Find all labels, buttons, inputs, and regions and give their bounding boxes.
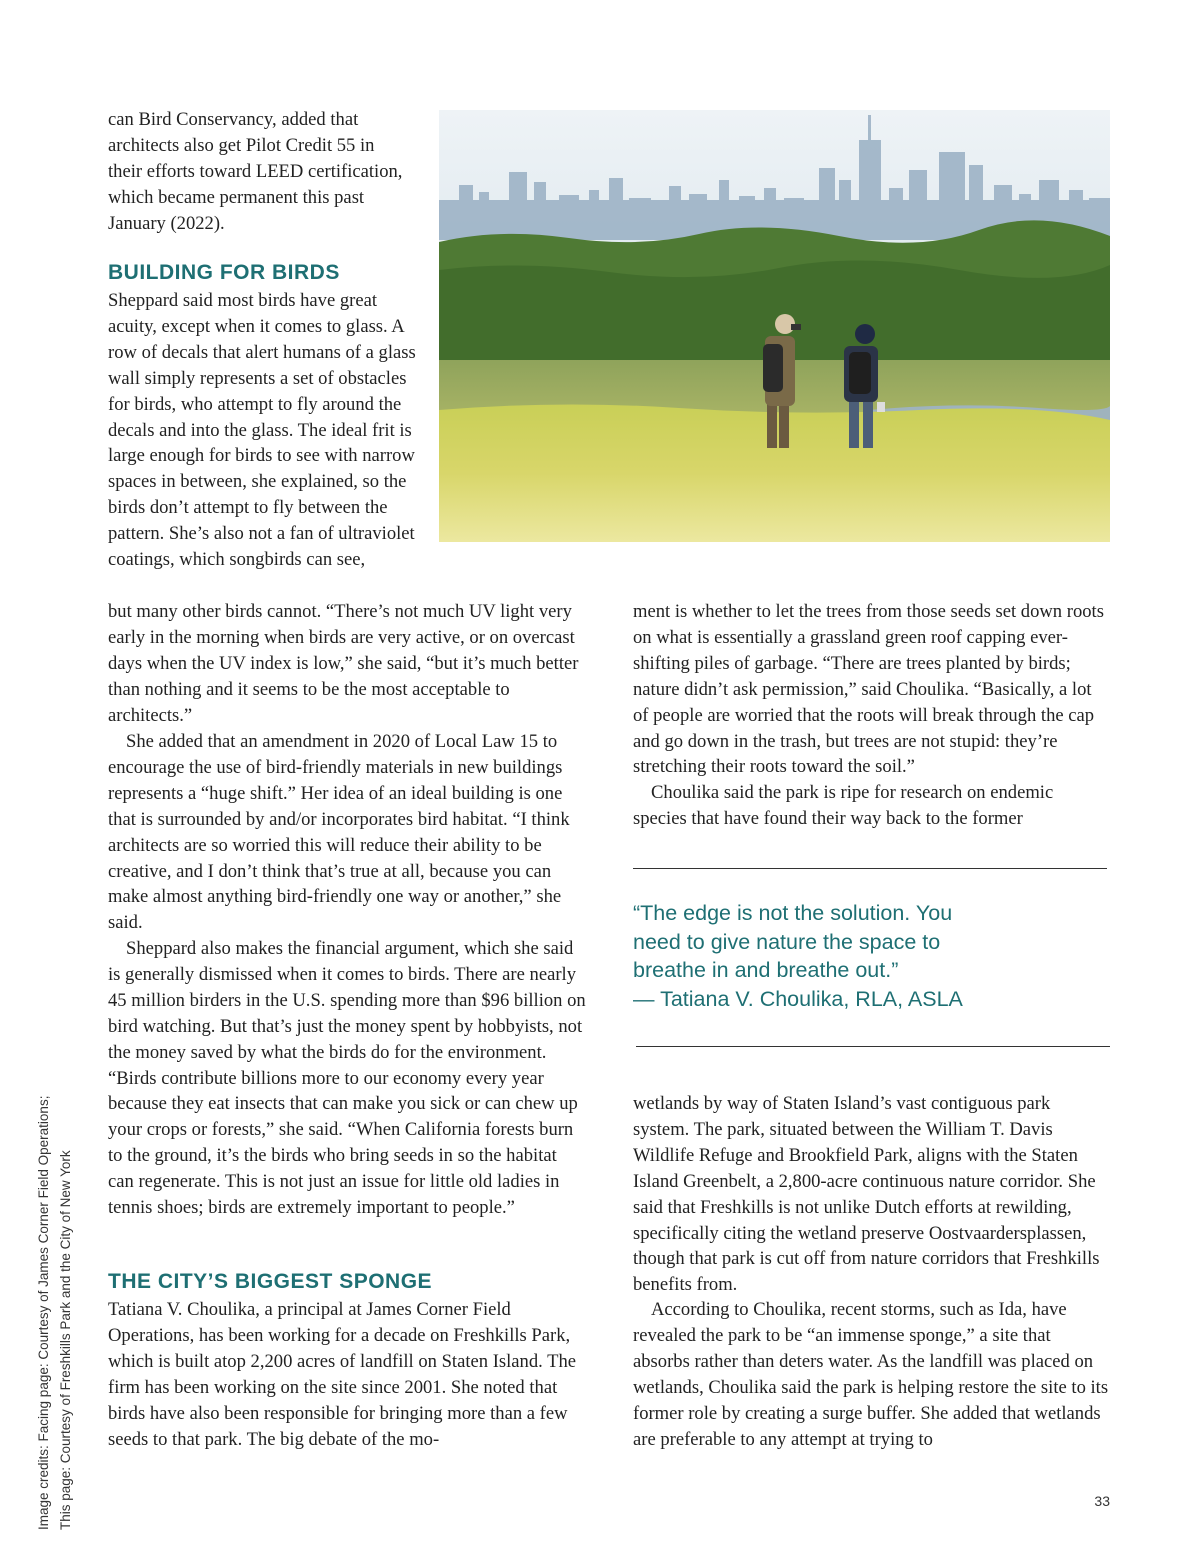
pull-quote: [633, 899, 1110, 1013]
pull-quote-line-3: breathe in and breathe out.”: [633, 958, 899, 982]
birds-paragraph-2: She added that an amendment in 2020 of Local Law 15 to encourage the use of bird-friendly materials in new buildings represents a “huge shift.” Her idea of an ideal building is one that is surrounded by and/or incorporates bird habitat. “I think architects are so worried this will reduce their ability to be creative, and I don’t think that’s true at all, because you can make almost anything bird-friendly one way or another,” she said.: [108, 731, 570, 934]
heading-building-for-birds: BUILDING FOR BIRDS: [108, 261, 340, 284]
col2-paragraph-4: According to Choulika, recent storms, such as Ida, have revealed the park to be “an immense sponge,” a site that absorbs rather than deters water. As the landfill was placed on wetlands, Choulika said the park is helping restore the site to its former role by creating a surge buffer. She added that wetlands are preferable to any attempt at trying to: [633, 1299, 1109, 1450]
page-number: 33: [1094, 1493, 1110, 1509]
pull-quote-line-2: need to give nature the space to: [633, 929, 941, 954]
quote-top-rule: [633, 868, 1107, 869]
sponge-paragraph-1: Tatiana V. Choulika, a principal at James Corner Field Operations, has been working for a decade on Freshkills Park, which is built atop 2,200 acres of landfill on Staten Island. The firm has been working on the site since 2001. She noted that birds have also been responsible for bringing more than a few seeds to that park. The big debate of the mo-: [108, 1299, 577, 1450]
col2-paragraph-3: wetlands by way of Staten Island’s vast contiguous park system. The park, situated between the William T. Davis Wildlife Refuge and Brookfield Park, aligns with the Staten Island Greenbelt, a 2,800-acre continuous nature corridor. She said that Freshkills is not unlike Dutch efforts at rewilding, specifically citing the wetland preserve Oostvaardersplassen, though that park is cut off from nature corridors that Freshkills benefits from.: [633, 1093, 1100, 1296]
birds-paragraph-1: Sheppard said most birds have great acuity, except when it comes to glass. A row of decals that alert humans of a glass wall simply represents a set of obstacles for birds, who attempt to fly around the decals and into the glass. The ideal frit is large enough for birds to see with narrow spaces in between, she explained, so the birds don’t attempt to fly between the pattern. She’s also not a fan of ultraviolet coatings, which songbirds can see,: [108, 290, 416, 571]
image-credits-line-1: Image credits: Facing page: Courtesy of James Corner Field Operations;: [36, 1095, 51, 1530]
col2-paragraph-2: Choulika said the park is ripe for research on endemic species that have found their way back to the former: [633, 782, 1054, 829]
quote-bottom-rule: [636, 1046, 1110, 1047]
pull-quote-line-1: “The edge is not the solution. You: [633, 901, 953, 925]
birds-paragraph-1-continued: but many other birds cannot. “There’s not much UV light very early in the morning when birds are very active, or on overcast days when the UV index is low,” she said, “but it’s much better than nothing and it seems to be the most acceptable to architects.”: [108, 601, 579, 726]
col1-top-paragraph: can Bird Conservancy, added that architects also get Pilot Credit 55 in their efforts toward LEED certification, which became permanent this past January (2022).: [108, 109, 403, 234]
birdwatchers-photo: [439, 110, 1110, 542]
pull-quote-attribution: — Tatiana V. Choulika, RLA, ASLA: [633, 986, 963, 1011]
image-credits: [33, 1096, 77, 1530]
image-credits-line-2: This page: Courtesy of Freshkills Park and the City of New York: [58, 1150, 73, 1530]
birds-paragraph-3: Sheppard also makes the financial argument, which she said is generally dismissed when it comes to birds. There are nearly 45 million birders in the U.S. spending more than $96 billion on bird watching. But that’s just the money spent by hobbyists, not the money saved by what the birds do for the environment. “Birds contribute billions more to our economy every year because they eat insects that can make you sick or can chew up your crops or forests,” she said. “When California forests burn to the ground, it’s the birds who bring seeds in so the habitat can regenerate. This is not just an issue for little old ladies in tennis shoes; birds are extremely important to people.”: [108, 938, 586, 1219]
col2-paragraph-1: ment is whether to let the trees from those seeds set down roots on what is essentially a grassland green roof capping ever-shifting piles of garbage. “There are trees planted by birds; nature didn’t ask permission,” said Choulika. “Basically, a lot of people are worried that the roots will break through the cap and go down in the trash, but trees are not stupid: they’re stretching their roots toward the soil.”: [633, 601, 1104, 778]
heading-citys-biggest-sponge: THE CITY’S BIGGEST SPONGE: [108, 1270, 433, 1293]
